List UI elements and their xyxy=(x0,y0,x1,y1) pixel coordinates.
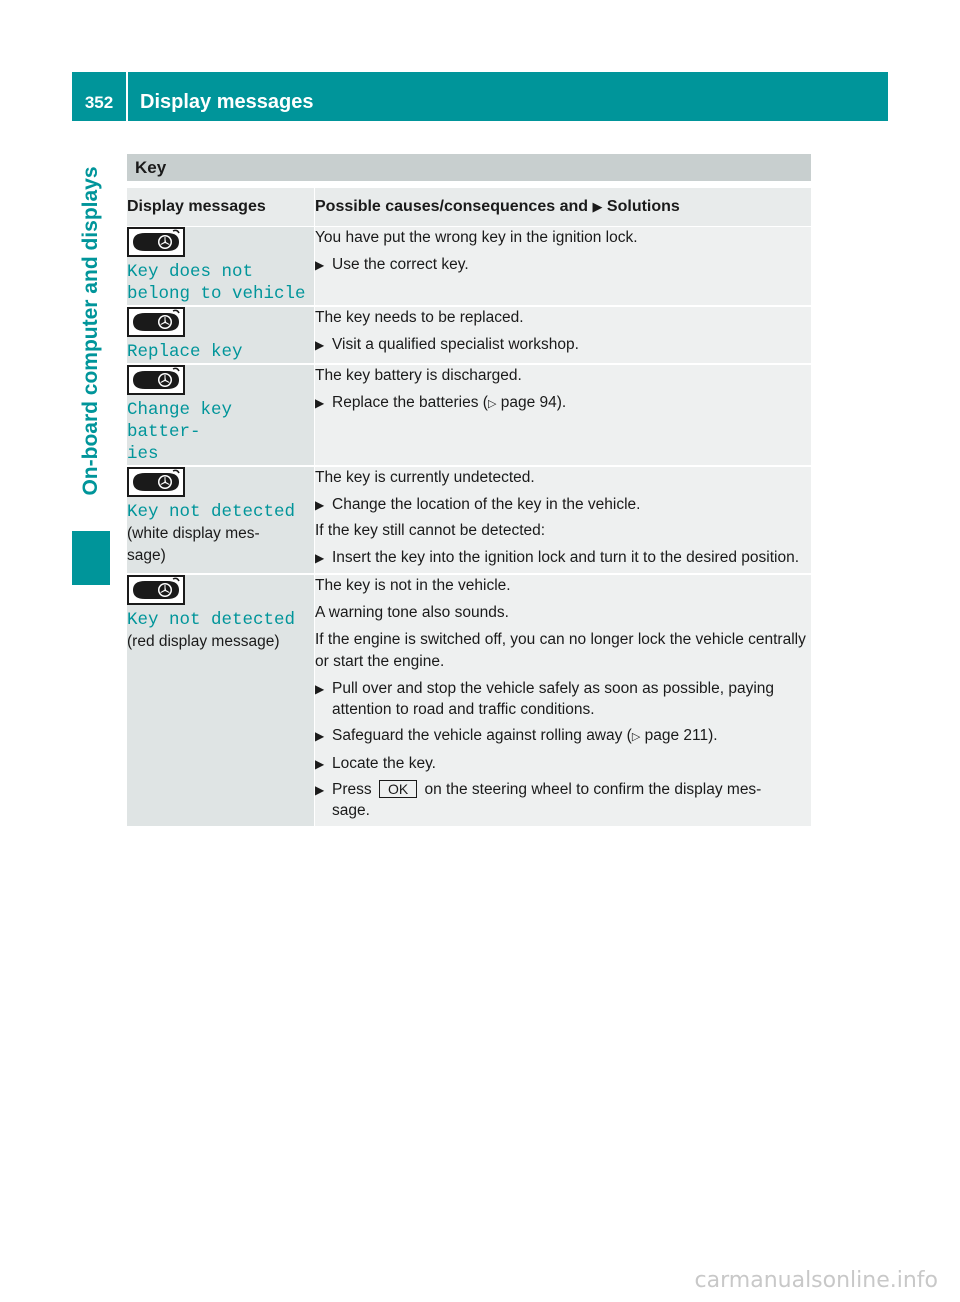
display-message-text: Key not detected xyxy=(127,502,296,522)
step-text: Press xyxy=(332,781,372,798)
step-text: Visit a qualified specialist workshop. xyxy=(332,336,579,353)
column-header-causes: Possible causes/consequences and xyxy=(315,198,589,215)
page-title: Display messages xyxy=(140,91,314,113)
solution-step xyxy=(315,725,811,748)
step-arrow-icon: ▶ xyxy=(315,729,325,743)
key-icon xyxy=(127,575,185,605)
causes-solutions-cell xyxy=(315,227,812,307)
cause-text: If the engine is switched off, you can no longer lock the vehicle centrally or start the engine. xyxy=(315,631,806,670)
solution-step xyxy=(315,753,811,774)
causes-solutions-cell xyxy=(315,574,812,827)
section-title xyxy=(127,154,811,181)
step-arrow-icon: ▶ xyxy=(315,258,325,272)
display-message-note: (red display message) xyxy=(127,633,280,650)
table-header-row xyxy=(127,188,811,227)
page-reference[interactable]: page 211 xyxy=(644,727,709,744)
causes-solutions-cell xyxy=(315,466,812,574)
display-message-note: (white display mes- sage) xyxy=(127,525,260,564)
column-header-solutions: Solutions xyxy=(606,198,680,215)
solution-step xyxy=(315,334,811,355)
cause-text: The key battery is discharged. xyxy=(315,367,522,384)
step-text-after: ). xyxy=(708,727,718,744)
cause-text: You have put the wrong key in the ignition lock. xyxy=(315,229,638,246)
step-arrow-icon: ▶ xyxy=(315,783,325,797)
step-text-after: on the steering wheel to confirm the display mes- sage. xyxy=(332,781,762,819)
page-header xyxy=(72,72,888,121)
solution-step xyxy=(315,494,811,515)
chapter-marker xyxy=(72,531,110,585)
step-text: Insert the key into the ignition lock and turn it to the desired position. xyxy=(332,549,799,566)
page-number: 352 xyxy=(84,93,114,112)
key-icon xyxy=(127,467,185,497)
solution-step xyxy=(315,392,811,415)
display-message-cell xyxy=(127,306,315,364)
chapter-label-text: On-board computer and displays xyxy=(79,166,102,496)
display-message-text: Key does not xyxy=(127,262,254,282)
solution-step xyxy=(315,678,811,720)
step-text: Locate the key. xyxy=(332,755,436,772)
cause-text: The key is currently undetected. xyxy=(315,469,535,486)
page-ref-icon: ▷ xyxy=(631,731,641,743)
display-message-cell xyxy=(127,227,315,307)
column-header-causes-solutions xyxy=(315,188,812,227)
header-divider xyxy=(126,72,128,121)
display-message-text: Change key batter‐ xyxy=(127,400,233,442)
step-arrow-icon: ▶ xyxy=(315,682,325,696)
side-chapter-label xyxy=(72,131,110,531)
display-message-text: belong to vehicle xyxy=(127,284,306,304)
table-row xyxy=(127,574,811,827)
section-title-text: Key xyxy=(135,158,167,177)
cause-text: The key is not in the vehicle. xyxy=(315,577,511,594)
cause-text: The key needs to be replaced. xyxy=(315,309,524,326)
step-arrow-icon: ▶ xyxy=(315,338,325,352)
play-arrow-icon: ▶ xyxy=(592,199,603,214)
page-reference[interactable]: page 94 xyxy=(500,394,557,411)
step-text: Safeguard the vehicle against rolling away ( xyxy=(332,727,632,744)
solution-step xyxy=(315,779,811,821)
cause-text: A warning tone also sounds. xyxy=(315,604,509,621)
key-icon xyxy=(127,307,185,337)
causes-solutions-cell xyxy=(315,364,812,466)
table-row xyxy=(127,306,811,364)
display-messages-table xyxy=(127,188,811,828)
table-row xyxy=(127,364,811,466)
display-message-cell xyxy=(127,364,315,466)
step-arrow-icon: ▶ xyxy=(315,396,325,410)
table-row xyxy=(127,466,811,574)
column-header-display-messages: Display messages xyxy=(127,188,315,227)
causes-solutions-cell xyxy=(315,306,812,364)
step-text: Change the location of the key in the vehicle. xyxy=(332,496,641,513)
step-text: Replace the batteries ( xyxy=(332,394,488,411)
display-message-text: Key not detected xyxy=(127,610,296,630)
step-text: Use the correct key. xyxy=(332,256,469,273)
table-row xyxy=(127,227,811,307)
step-arrow-icon: ▶ xyxy=(315,498,325,512)
step-arrow-icon: ▶ xyxy=(315,551,325,565)
display-message-cell xyxy=(127,466,315,574)
display-message-text: Replace key xyxy=(127,342,243,362)
ok-button-icon: OK xyxy=(379,780,417,798)
step-text-after: ). xyxy=(556,394,567,411)
cause-text: If the key still cannot be detected: xyxy=(315,522,546,539)
display-message-text: ies xyxy=(127,444,159,464)
step-arrow-icon: ▶ xyxy=(315,757,325,771)
watermark: carmanualsonline.info xyxy=(694,1268,938,1293)
page-ref-icon: ▷ xyxy=(487,398,497,410)
solution-step xyxy=(315,254,811,275)
key-icon xyxy=(127,227,185,257)
step-text: Pull over and stop the vehicle safely as soon as possible, paying attention to road and traffic conditions. xyxy=(332,680,775,718)
solution-step xyxy=(315,547,811,568)
display-message-cell xyxy=(127,574,315,827)
key-icon xyxy=(127,365,185,395)
